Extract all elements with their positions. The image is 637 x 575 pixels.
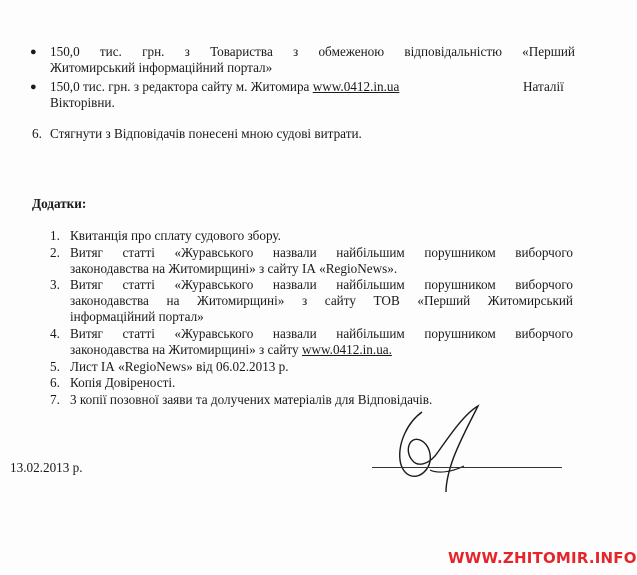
bullet-icon: ● bbox=[30, 81, 37, 93]
attachment-number: 3. bbox=[50, 277, 60, 292]
attachment-2-line-1: Витяг статті «Журавського назвали найбільшим порушником виборчого bbox=[70, 245, 573, 260]
bullet-icon: ● bbox=[30, 46, 37, 58]
attachment-4-line-2 bbox=[70, 342, 392, 357]
bullet-2-name: Наталії bbox=[523, 79, 564, 94]
attachment-1-text: Квитанція про сплату судового збору. bbox=[70, 228, 281, 243]
bullet-2-text: 150,0 тис. грн. з редактора сайту м. Житомира bbox=[50, 79, 313, 94]
attachment-number: 4. bbox=[50, 326, 60, 341]
bullet-2-line-2: Вікторівни. bbox=[50, 95, 115, 110]
site-link[interactable]: www.0412.in.ua bbox=[312, 79, 400, 94]
attachment-number: 1. bbox=[50, 228, 60, 243]
site-watermark: WWW.ZHITOMIR.INFO bbox=[448, 549, 637, 567]
bullet-2-line-1 bbox=[50, 79, 399, 94]
attachment-4-line-1: Витяг статті «Журавського назвали найбільшим порушником виборчого bbox=[70, 326, 573, 341]
attachment-3-line-3: інформаційний портал» bbox=[70, 309, 204, 324]
attachment-number: 2. bbox=[50, 245, 60, 260]
signature-line bbox=[372, 467, 562, 468]
attachments-heading: Додатки: bbox=[32, 196, 87, 211]
attachment-5-text: Лист ІА «RegioNews» від 06.02.2013 р. bbox=[70, 359, 289, 374]
attachment-3-line-1: Витяг статті «Журавського назвали найбільшим порушником виборчого bbox=[70, 277, 573, 292]
attachment-number: 6. bbox=[50, 375, 60, 390]
signature-icon bbox=[360, 400, 500, 500]
attachment-4-text: законодавства на Житомирщині» з сайту bbox=[70, 342, 302, 357]
attachment-3-line-2: законодавства на Житомирщині» з сайту ТОВ «Перший Житомирський bbox=[70, 293, 573, 308]
bullet-1-line-2: Житомирський інформаційний портал» bbox=[50, 60, 273, 75]
item-6-text: Стягнути з Відповідачів понесені мною судові витрати. bbox=[50, 126, 362, 141]
item-6-number: 6. bbox=[32, 126, 42, 141]
document-date: 13.02.2013 р. bbox=[10, 460, 83, 475]
bullet-1-line-1: 150,0 тис. грн. з Товариства з обмеженою відповідальністю «Перший bbox=[50, 44, 575, 59]
attachment-number: 5. bbox=[50, 359, 60, 374]
attachment-number: 7. bbox=[50, 392, 60, 407]
attachment-2-line-2: законодавства на Житомирщині» з сайту ІА «RegioNews». bbox=[70, 261, 398, 276]
attachment-7-text: 3 копії позовної заяви та долучених матеріалів для Відповідачів. bbox=[70, 392, 433, 407]
attachment-6-text: Копія Довіреності. bbox=[70, 375, 176, 390]
site-link[interactable]: www.0412.in.ua. bbox=[301, 342, 392, 357]
